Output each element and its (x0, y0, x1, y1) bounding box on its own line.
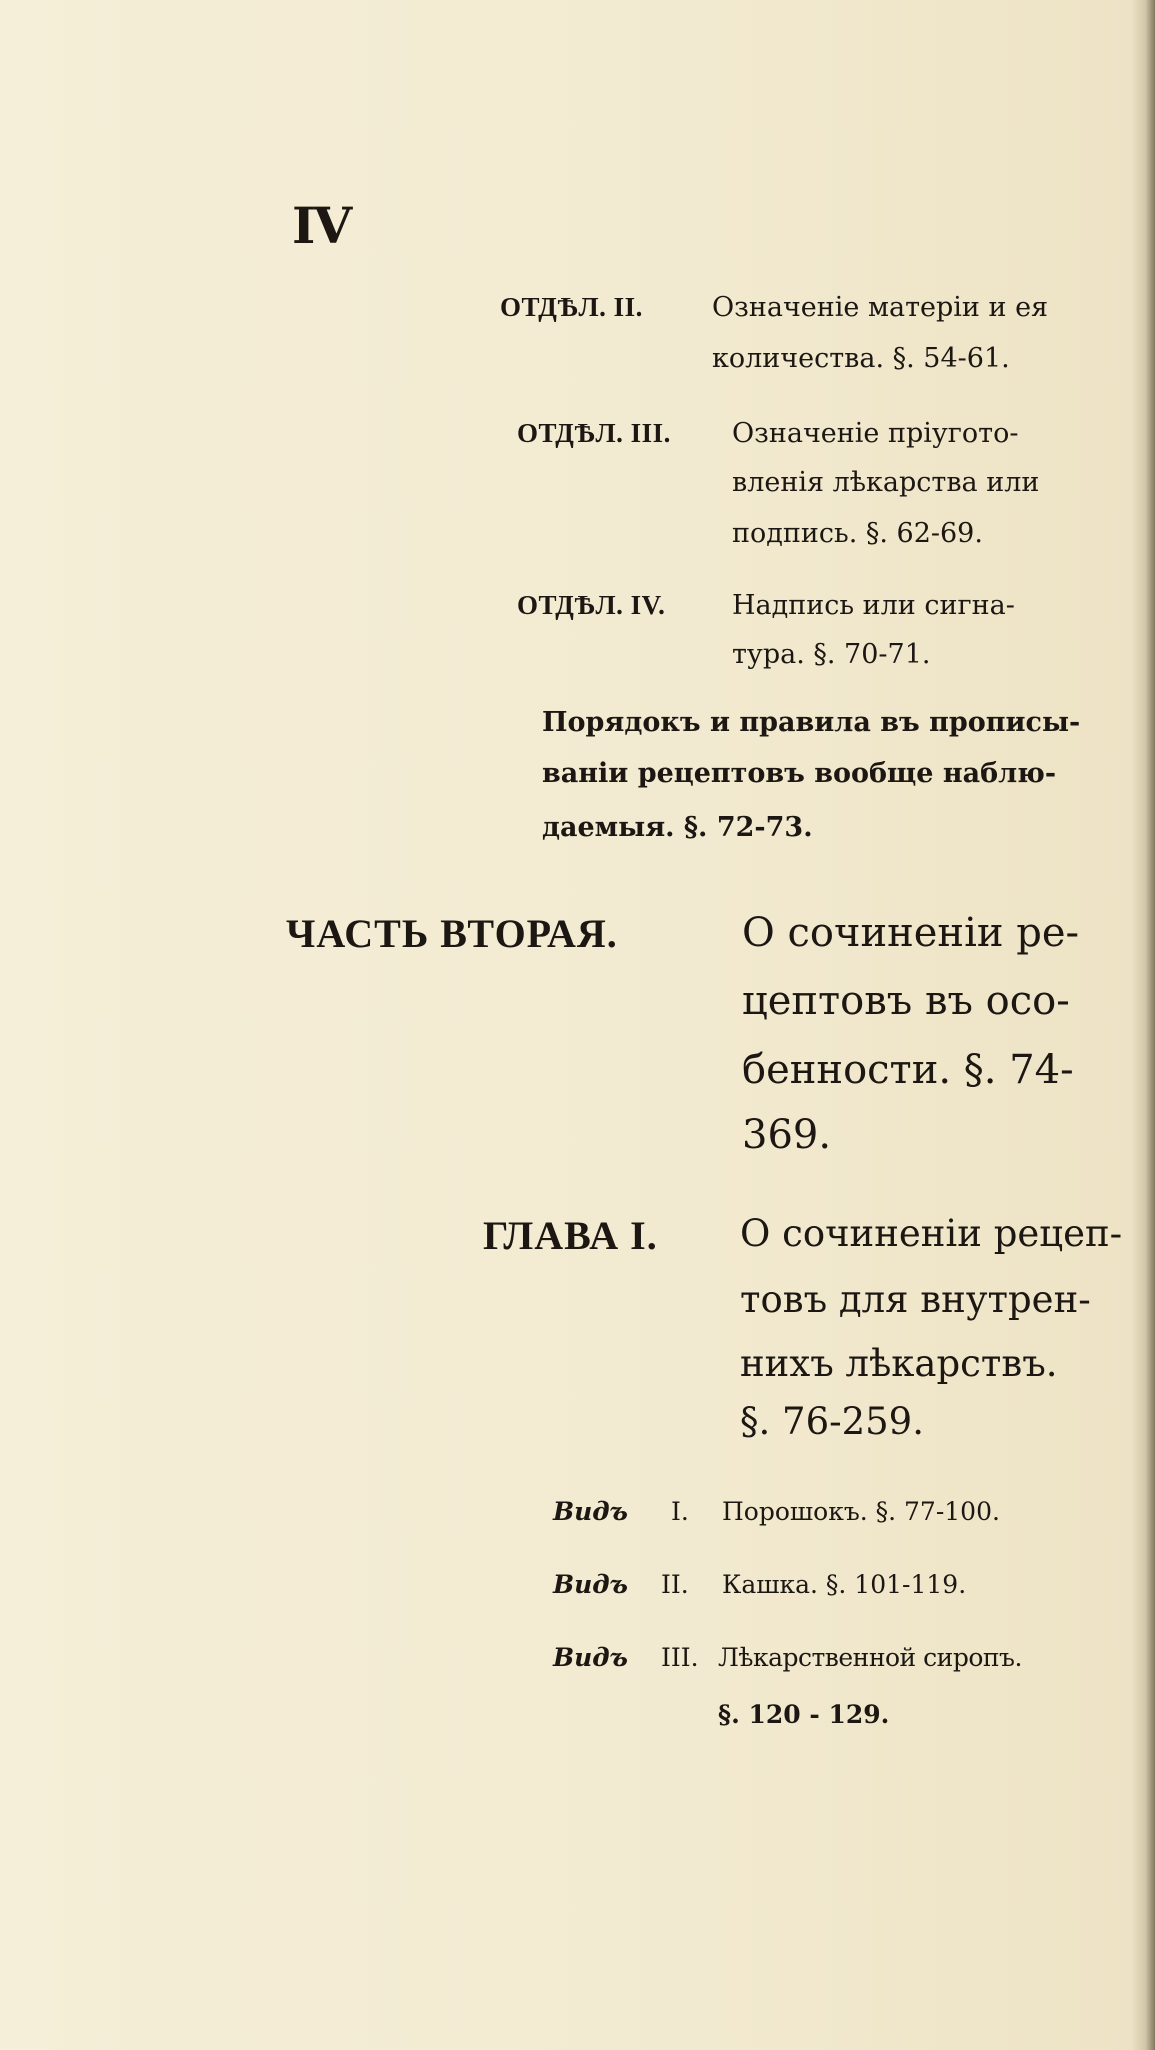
general-line-3: даемыя. §. 72-73. (542, 812, 813, 843)
chapter-one-label: ГЛАВА I. (483, 1213, 658, 1258)
otdel-4-line-2: тура. §. 70-71. (732, 639, 931, 670)
kind-2-label: Видъ (553, 1570, 628, 1599)
chapter-one-line-3: нихъ лѣкарствъ. (740, 1342, 1058, 1385)
part-two-label: ЧАСТЬ ВТОРАЯ. (286, 911, 618, 956)
part-two-line-2: цептовъ въ осо- (742, 978, 1070, 1024)
kind-2-number: II. (661, 1570, 689, 1599)
general-line-2: ваніи рецептовъ вообще наблю- (542, 758, 1057, 789)
otdel-3-line-3: подпись. §. 62-69. (732, 518, 983, 549)
otdel-4-line-1: Надпись или сигна- (732, 590, 1015, 621)
kind-1-text: Порошокъ. §. 77-100. (722, 1497, 1000, 1526)
part-two-line-4: 369. (742, 1112, 832, 1158)
kind-3-label: Видъ (553, 1643, 628, 1672)
part-two-line-3: бенности. §. 74- (742, 1047, 1074, 1093)
kind-3-text: Лѣкарственной сиропъ. (718, 1643, 1022, 1672)
otdel-3-line-2: вленія лѣкарства или (732, 467, 1040, 498)
chapter-one-line-4: §. 76-259. (740, 1400, 924, 1443)
otdel-3-label: ОТДѢЛ. III. (517, 418, 671, 448)
page-edge-shadow (1131, 0, 1155, 2050)
kind-1-number: I. (671, 1497, 689, 1526)
kind-1-label: Видъ (553, 1497, 628, 1526)
otdel-4-label: ОТДѢЛ. IV. (517, 590, 666, 620)
part-two-line-1: О сочиненіи ре- (742, 910, 1080, 956)
kind-3-number: III. (661, 1643, 699, 1672)
kind-2-text: Кашка. §. 101-119. (722, 1570, 967, 1599)
chapter-one-line-1: О сочиненіи рецеп- (740, 1212, 1123, 1255)
general-line-1: Порядокъ и правила въ прописы- (542, 707, 1081, 738)
otdel-2-label: ОТДѢЛ. II. (500, 292, 643, 322)
kind-3-text-2: §. 120 - 129. (718, 1700, 890, 1729)
page-number: IV (292, 196, 351, 255)
otdel-3-line-1: Означеніе пріуготo- (732, 418, 1019, 449)
otdel-2-line-1: Означеніе матеріи и ея (712, 292, 1049, 323)
otdel-2-line-2: количества. §. 54-61. (712, 343, 1010, 374)
chapter-one-line-2: товъ для внутрен- (740, 1278, 1091, 1321)
